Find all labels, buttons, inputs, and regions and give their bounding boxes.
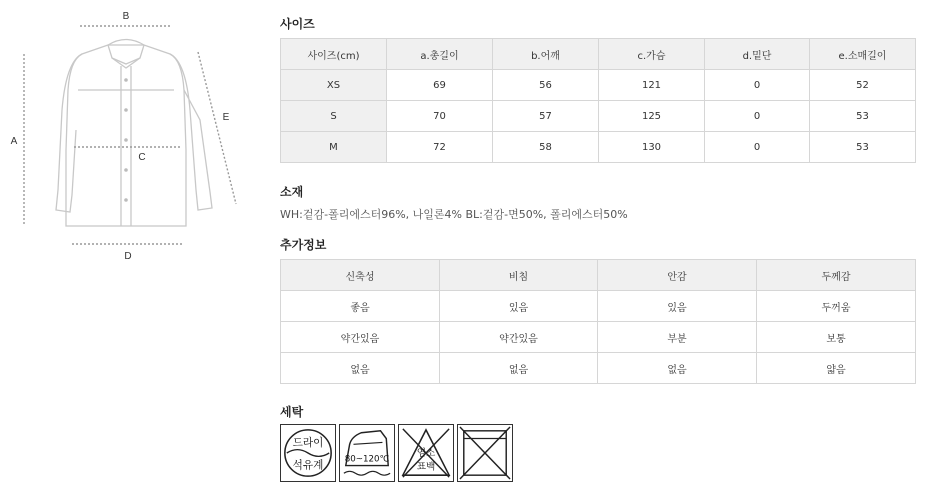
table-cell: 없음: [281, 353, 440, 384]
table-cell: 69: [387, 70, 493, 101]
label-c: C: [138, 152, 146, 163]
table-cell: 있음: [440, 291, 598, 322]
no-tumble-dry-icon: [457, 424, 513, 482]
table-row: [281, 291, 916, 322]
no-bleach-icon: [398, 424, 454, 482]
table-cell: 72: [387, 132, 493, 163]
extra-title: 추가정보: [280, 238, 327, 252]
extra-info-table: [280, 259, 916, 384]
table-cell: 약간있음: [281, 322, 440, 353]
column-header: a.총길이: [387, 39, 493, 70]
column-header: 두께감: [757, 260, 916, 291]
material-title: 소재: [280, 185, 304, 199]
table-cell: 125: [599, 101, 705, 132]
table-cell: 없음: [440, 353, 598, 384]
size-header-row: [281, 39, 916, 70]
table-cell: 58: [493, 132, 599, 163]
table-row: [281, 132, 916, 163]
table-cell: 70: [387, 101, 493, 132]
table-cell: 121: [599, 70, 705, 101]
table-cell: 없음: [598, 353, 757, 384]
table-cell: 52: [810, 70, 916, 101]
column-header: 사이즈(cm): [281, 39, 387, 70]
table-row: [281, 353, 916, 384]
label-a: A: [10, 136, 18, 147]
label-d: D: [124, 251, 132, 262]
table-cell: 0: [705, 101, 810, 132]
column-header: 안감: [598, 260, 757, 291]
svg-text:표백: 표백: [416, 461, 436, 473]
svg-text:80~120℃: 80~120℃: [344, 454, 390, 465]
row-header: XS: [281, 70, 387, 101]
svg-text:석유계: 석유계: [292, 459, 324, 472]
column-header: b.어깨: [493, 39, 599, 70]
care-title: 세탁: [280, 405, 304, 419]
column-header: 비침: [440, 260, 598, 291]
svg-text:염소: 염소: [416, 447, 436, 459]
table-cell: 53: [810, 101, 916, 132]
extra-header-row: [281, 260, 916, 291]
table-cell: 130: [599, 132, 705, 163]
table-cell: 있음: [598, 291, 757, 322]
svg-text:드라이: 드라이: [292, 437, 324, 450]
table-cell: 약간있음: [440, 322, 598, 353]
table-cell: 두꺼움: [757, 291, 916, 322]
iron-temperature-icon: [339, 424, 395, 482]
column-header: e.소매길이: [810, 39, 916, 70]
table-cell: 57: [493, 101, 599, 132]
table-cell: 얇음: [757, 353, 916, 384]
table-cell: 0: [705, 70, 810, 101]
table-row: [281, 70, 916, 101]
table-row: [281, 101, 916, 132]
column-header: d.밑단: [705, 39, 810, 70]
table-cell: 좋음: [281, 291, 440, 322]
table-row: [281, 322, 916, 353]
table-cell: 보통: [757, 322, 916, 353]
column-header: 신축성: [281, 260, 440, 291]
table-cell: 53: [810, 132, 916, 163]
material-text: WH:겉감-폴리에스터96%, 나일론4% BL:겉감-면50%, 폴리에스터50%: [280, 208, 628, 221]
table-cell: 부분: [598, 322, 757, 353]
column-header: c.가슴: [599, 39, 705, 70]
label-e: E: [222, 112, 230, 123]
label-b: B: [122, 11, 130, 22]
size-table: [280, 38, 916, 163]
size-title: 사이즈: [280, 17, 315, 31]
shirt-measurement-diagram: [0, 0, 260, 280]
table-cell: 0: [705, 132, 810, 163]
row-header: S: [281, 101, 387, 132]
table-cell: 56: [493, 70, 599, 101]
row-header: M: [281, 132, 387, 163]
dry-clean-petroleum-icon: [280, 424, 336, 482]
